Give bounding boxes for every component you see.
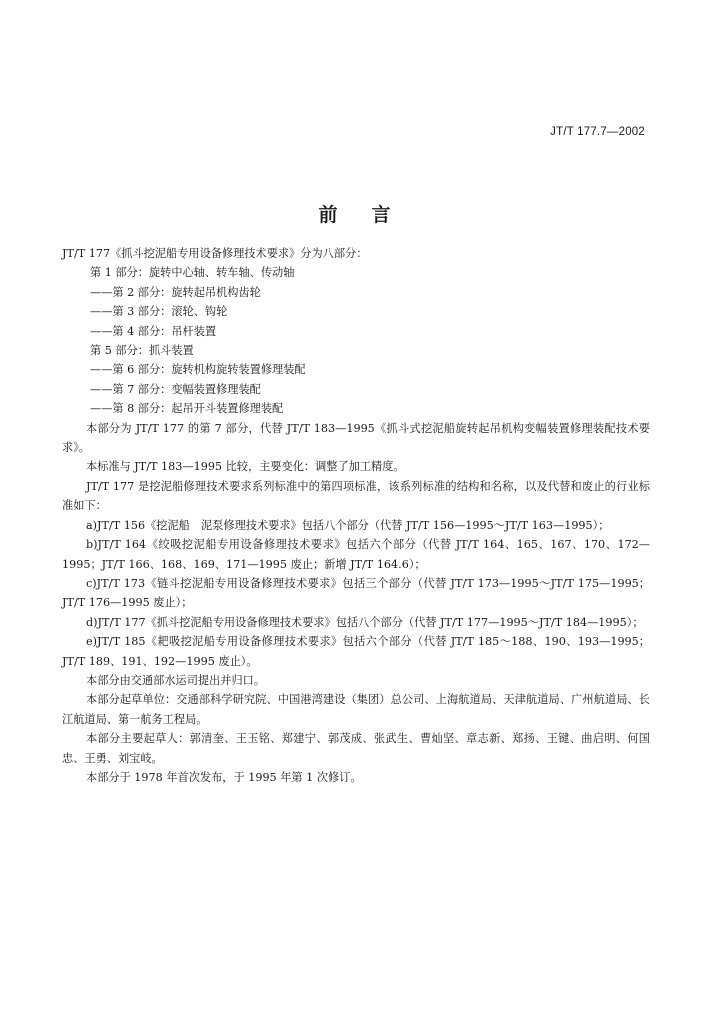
series-paragraph: JT/T 177 是挖泥船修理技术要求系列标准中的第四项标准，该系列标准的结构和名称，以及代替和废止的行业标准如下： xyxy=(62,479,650,513)
part-list-item: ——第 4 部分：吊杆装置 xyxy=(90,324,217,338)
series-item-c: c)JT/T 173《链斗挖泥船专用设备修理技术要求》包括三个部分（代替 JT/T 173—1995～JT/T 175—1995；JT/T 176—1995 废止）； xyxy=(62,576,650,610)
series-item-a: a)JT/T 156《挖泥船 泥泵修理技术要求》包括八个部分（代替 JT/T 156—1995～JT/T 163—1995）； xyxy=(86,518,610,532)
drafting-units-paragraph: 本部分起草单位：交通部科学研究院、中国港湾建设（集团）总公司、上海航道局、天津航道局、广州航道局、长江航道局、第一航务工程局。 xyxy=(62,693,650,726)
changes-paragraph: 本标准与 JT/T 183—1995 比较，主要变化：调整了加工精度。 xyxy=(86,460,405,474)
title-char-1: 前 xyxy=(318,204,338,226)
series-item-e: e)JT/T 185《耙吸挖泥船专用设备修理技术要求》包括六个部分（代替 JT/T 185～188、190、193—1995；JT/T 189、191、192—1995 废止）。 xyxy=(62,635,650,668)
part-list-item: ——第 7 部分：变幅装置修理装配 xyxy=(90,382,261,396)
part-list-item: ——第 2 部分：旋转起吊机构齿轮 xyxy=(90,285,261,299)
part-list-item: ——第 3 部分：滚轮、钩轮 xyxy=(90,305,228,319)
part-list-item: ——第 8 部分：起吊开斗装置修理装配 xyxy=(90,402,284,416)
drafters-paragraph: 本部分主要起草人：郭清奎、王玉铭、郑建宁、郭茂成、张武生、曹灿坚、章志新、郑扬、王键、曲启明、何国忠、王勇、刘宝岐。 xyxy=(62,732,650,765)
replacement-paragraph: 本部分为 JT/T 177 的第 7 部分，代替 JT/T 183—1995《抓斗式挖泥船旋转起吊机构变幅装置修理装配技术要求》。 xyxy=(62,421,650,455)
history-paragraph: 本部分于 1978 年首次发布，于 1995 年第 1 次修订。 xyxy=(86,770,362,784)
series-item-b: b)JT/T 164《绞吸挖泥船专用设备修理技术要求》包括六个部分（代替 JT/T 164、165、167、170、172—1995；JT/T 166、168、169、171—1995 废止；新增 JT/T 164.6）； xyxy=(62,538,650,571)
document-body xyxy=(62,244,650,787)
part-list-item: ——第 6 部分：旋转机构旋转装置修理装配 xyxy=(90,363,306,377)
intro-line: JT/T 177《抓斗挖泥船专用设备修理技术要求》分为八部分： xyxy=(62,247,368,260)
part-list-item: 第 1 部分：旋转中心轴、转车轴、传动轴 xyxy=(90,266,295,280)
page-title xyxy=(0,200,709,227)
title-char-2: 言 xyxy=(371,204,391,226)
standard-code: JT/T 177.7—2002 xyxy=(550,126,645,138)
series-item-d: d)JT/T 177《抓斗挖泥船专用设备修理技术要求》包括八个部分（代替 JT/T 177—1995～JT/T 184—1995）； xyxy=(86,615,644,629)
proposer-paragraph: 本部分由交通部水运司提出并归口。 xyxy=(86,673,266,687)
part-list-item: 第 5 部分：抓斗装置 xyxy=(90,344,194,358)
